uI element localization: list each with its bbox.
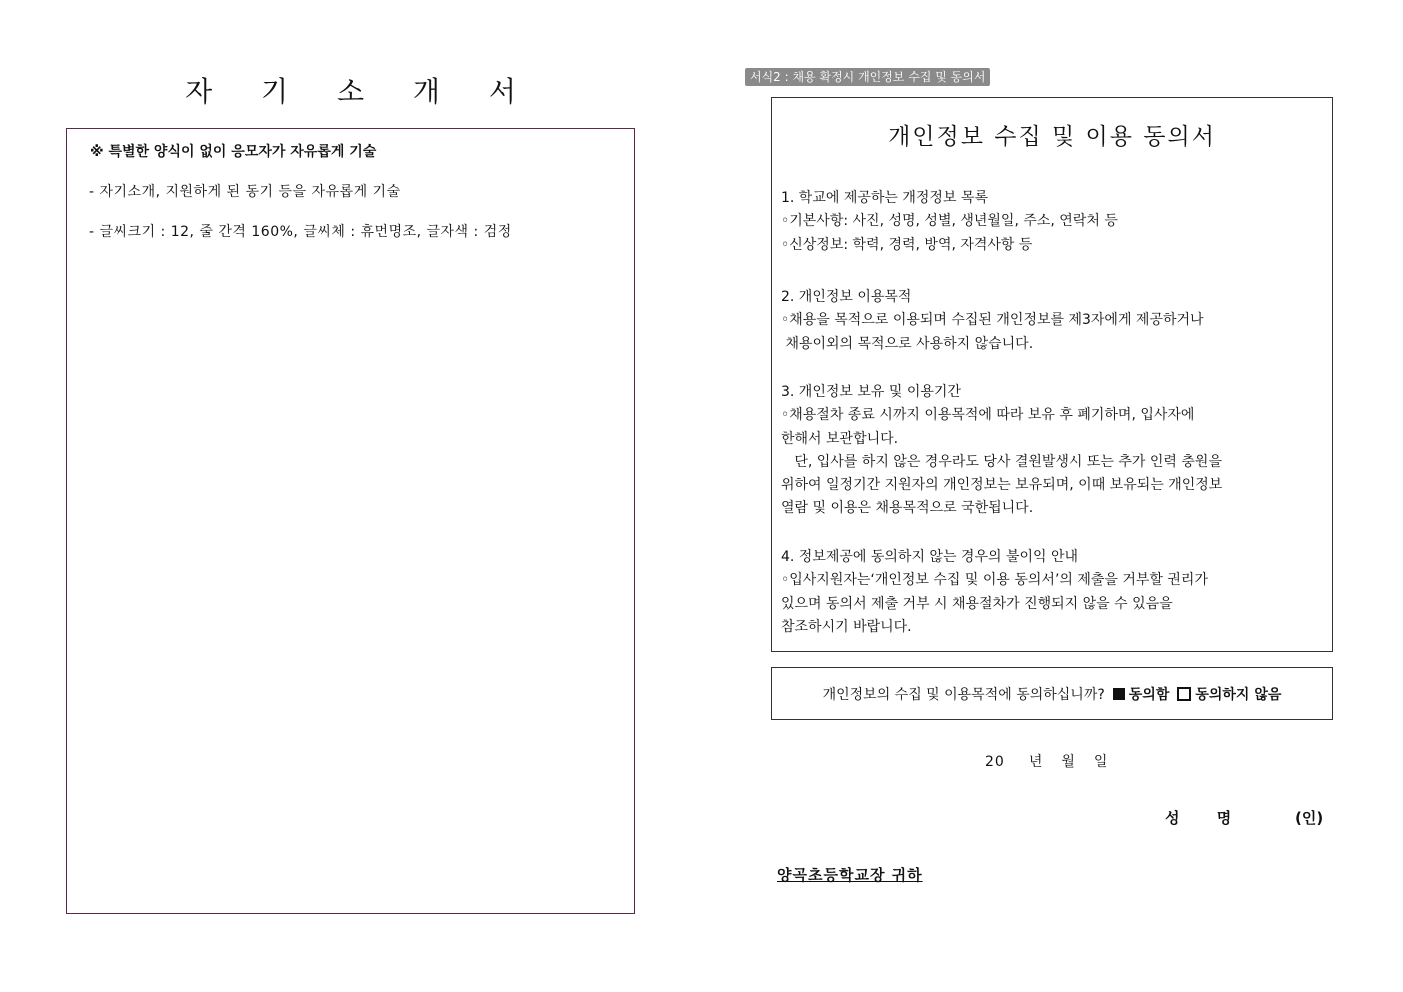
date-year-prefix: 20 bbox=[985, 754, 1005, 770]
self-intro-instruction-2: - 글씨크기 : 12, 줄 간격 160%, 글씨체 : 휴먼명조, 글자색 : 검정 bbox=[89, 224, 512, 240]
signature-label: 성 명 bbox=[1165, 809, 1248, 827]
agree-question: 개인정보의 수집 및 이용목적에 동의하십니까? bbox=[822, 686, 1105, 703]
agree-box bbox=[771, 667, 1333, 720]
section-line: ◦기본사항: 사진, 성명, 성별, 생년월일, 주소, 연락처 등 bbox=[781, 213, 1118, 230]
disagree-option-label: 동의하지 않음 bbox=[1195, 686, 1282, 703]
consent-box bbox=[771, 97, 1333, 652]
self-intro-title: 자 기 소 개 서 bbox=[185, 75, 536, 108]
form-tag: 서식2 : 채용 확정시 개인정보 수집 및 동의서 bbox=[745, 68, 990, 86]
section-line: ◦채용절차 종료 시까지 이용목적에 따라 보유 후 폐기하며, 입사자에 bbox=[781, 407, 1195, 424]
self-intro-note: ※ 특별한 양식이 없이 응모자가 자유롭게 기술 bbox=[90, 144, 377, 160]
consent-section-3 bbox=[781, 381, 1326, 521]
section-heading: 4. 정보제공에 동의하지 않는 경우의 불이익 안내 bbox=[781, 549, 1079, 565]
section-line: 한해서 보관합니다. bbox=[781, 430, 899, 447]
section-line: ◦신상정보: 학력, 경력, 방역, 자격사항 등 bbox=[781, 236, 1033, 253]
section-line: 열람 및 이용은 채용목적으로 국한됩니다. bbox=[781, 500, 1034, 517]
date-month: 월 bbox=[1061, 754, 1076, 770]
section-line: 채용이외의 목적으로 사용하지 않습니다. bbox=[781, 335, 1034, 352]
section-line: ◦입사지원자는‘개인정보 수집 및 이용 동의서’의 제출을 거부할 권리가 bbox=[781, 572, 1208, 589]
section-heading: 2. 개인정보 이용목적 bbox=[781, 289, 912, 305]
section-heading: 3. 개인정보 보유 및 이용기간 bbox=[781, 384, 961, 400]
agree-option-label: 동의함 bbox=[1128, 686, 1170, 703]
section-line: 위하여 일정기간 지원자의 개인정보는 보유되며, 이때 보유되는 개인정보 bbox=[781, 477, 1223, 494]
consent-title: 개인정보 수집 및 이용 동의서 bbox=[888, 124, 1216, 150]
consent-section-4 bbox=[781, 546, 1326, 639]
date-day: 일 bbox=[1093, 754, 1109, 770]
section-line: 있으며 동의서 제출 거부 시 채용절차가 진행되지 않을 수 있음을 bbox=[781, 595, 1173, 612]
section-line: 참조하시기 바랍니다. bbox=[781, 618, 912, 635]
self-intro-box bbox=[66, 128, 635, 914]
section-heading: 1. 학교에 제공하는 개정정보 목록 bbox=[781, 190, 988, 206]
disagree-checkbox-empty-icon[interactable] bbox=[1177, 687, 1191, 701]
consent-section-1 bbox=[781, 187, 1326, 257]
date-year: 년 bbox=[1028, 754, 1044, 770]
self-intro-instruction-1: - 자기소개, 지원하게 된 동기 등을 자유롭게 기술 bbox=[89, 184, 401, 200]
consent-section-2 bbox=[781, 286, 1326, 356]
section-line: ◦채용을 목적으로 이용되며 수집된 개인정보를 제3자에게 제공하거나 bbox=[781, 312, 1204, 329]
agree-checkbox-checked-icon[interactable] bbox=[1113, 688, 1125, 700]
addressee: 양곡초등학교장 귀하 bbox=[777, 866, 923, 884]
signature-seal: (인) bbox=[1295, 809, 1324, 827]
section-line: 단, 입사를 하지 않은 경우라도 당사 결원발생시 또는 추가 인력 충원을 bbox=[781, 453, 1222, 470]
date-line bbox=[985, 751, 1126, 771]
